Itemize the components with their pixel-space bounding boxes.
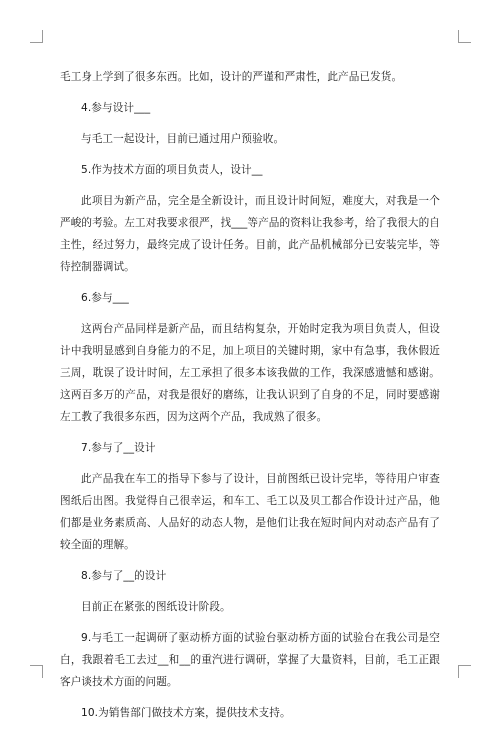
paragraph-continuation: 毛工身上学到了很多东西。比如，设计的严谨和严肃性，此产品已发货。 [60,71,403,83]
crop-mark-bottom-right [458,665,471,678]
paragraph-item-7: 此产品我在车工的指导下参与了设计，目前图纸已设计完毕，等待用户审查图纸后出图。我觉得自己很幸运，和车工、毛工以及贝工都合作设计过产品，他们都是业务素质高、人品好的动态人物，是他们让我在短时间内对动态产品有了较全面的理解。 [60,473,440,551]
item-heading-6: 6.参与___ [81,292,129,304]
document-body [60,66,440,733]
item-heading-10: 10.为销售部门做技术方案，提供技术支持。 [81,707,291,719]
item-heading-4: 4.参与设计___ [81,102,151,114]
crop-mark-top-right [458,30,471,43]
paragraph-item-5: 此项目为新产品，完全是全新设计，而且设计时间短，难度大，对我是一个严峻的考验。左工对我要求很严，找___等产品的资料让我参考，给了我很大的自主性，经过努力，最终完成了设计任务。目前，此产品机械部分已安装完毕，等待控制器调试。 [60,195,440,273]
paragraph-item-6: 这两台产品同样是新产品，而且结构复杂，开始时定我为项目负责人，但设计中我明显感到自身能力的不足，加上项目的关键时期，家中有急事，我休假近三周，耽误了设计时间，左工承担了很多本该我做的工作，我深感遗憾和感谢。这两百多万的产品，对我是很好的磨练，让我认识到了自身的不足，同时要感谢左工教了我很多东西，因为这两个产品，我成熟了很多。 [60,323,440,423]
item-heading-8: 8.参与了__的设计 [81,570,167,582]
paragraph-item-4: 与毛工一起设计，目前已通过用户预验收。 [81,133,285,145]
crop-mark-top-left [30,30,43,43]
paragraph-item-8: 目前正在紧张的图纸设计阶段。 [81,601,231,613]
paragraph-item-9: 9.与毛工一起调研了驱动桥方面的试验台驱动桥方面的试验台在我公司是空白，我跟着毛工去过__和__的重汽进行调研，掌握了大量资料，目前，毛工正跟客户谈技术方面的问题。 [60,632,440,688]
item-heading-5: 5.作为技术方面的项目负责人，设计__ [81,164,263,176]
item-heading-7: 7.参与了__设计 [81,442,156,454]
crop-mark-bottom-left [30,665,43,678]
